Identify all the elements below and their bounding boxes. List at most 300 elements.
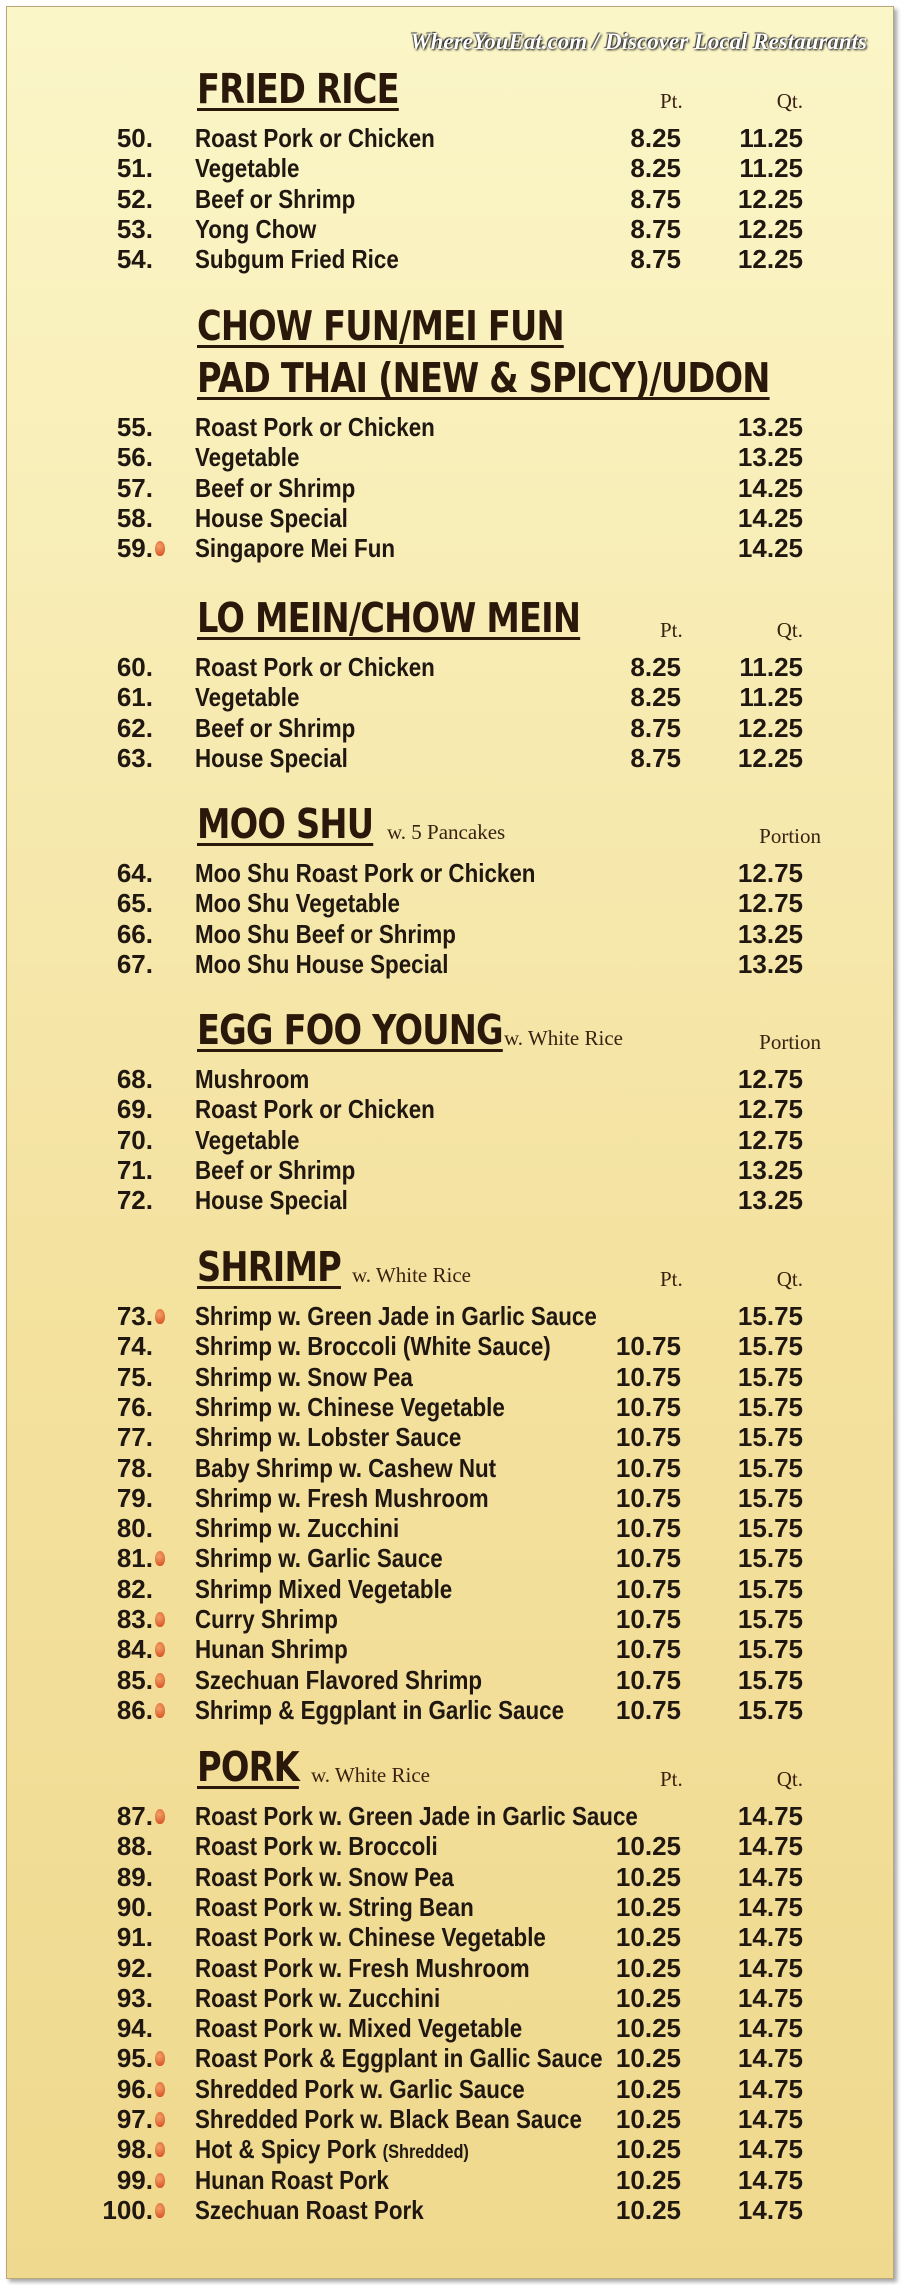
item-name-text: Hot & Spicy Pork bbox=[195, 2134, 377, 2165]
section-heading: FRIED RICE bbox=[197, 65, 399, 113]
item-name bbox=[195, 919, 456, 949]
item-name-text: Shrimp w. Snow Pea bbox=[195, 1361, 413, 1392]
menu-item-row bbox=[7, 949, 893, 979]
quart-price: 15.75 bbox=[737, 1694, 803, 1725]
item-number: 94. bbox=[116, 2013, 153, 2044]
item-number: 57. bbox=[116, 472, 153, 503]
menu-item-row bbox=[7, 412, 893, 442]
menu-item-row bbox=[7, 2104, 893, 2134]
menu-item-row bbox=[7, 1392, 893, 1422]
item-name-text: Singapore Mei Fun bbox=[195, 533, 396, 564]
menu-item-row bbox=[7, 153, 893, 183]
menu-item-row bbox=[7, 682, 893, 712]
pint-price: 10.25 bbox=[615, 2194, 681, 2225]
item-name bbox=[195, 412, 435, 442]
item-name-text: Beef or Shrimp bbox=[195, 1154, 356, 1185]
pint-price: 10.75 bbox=[615, 1573, 681, 1604]
pint-price: 8.75 bbox=[630, 742, 681, 773]
section-subheading: w. White Rice bbox=[504, 1026, 623, 1050]
item-name bbox=[195, 1922, 546, 1952]
item-name bbox=[195, 1543, 443, 1573]
hot-pepper-icon bbox=[155, 1703, 165, 1718]
menu-item-row bbox=[7, 123, 893, 153]
section-heading: EGG FOO YOUNG bbox=[197, 1006, 503, 1054]
quart-price: 11.25 bbox=[739, 682, 803, 713]
item-number: 99. bbox=[116, 2164, 153, 2195]
item-number: 95. bbox=[116, 2043, 153, 2074]
menu-item-row bbox=[7, 1543, 893, 1573]
quart-price: 13.25 bbox=[737, 442, 803, 473]
item-number: 50. bbox=[116, 123, 153, 153]
item-name bbox=[195, 184, 355, 214]
item-name bbox=[195, 1155, 355, 1185]
item-name-text: Roast Pork w. String Bean bbox=[195, 1891, 474, 1922]
hot-pepper-icon bbox=[155, 2112, 165, 2127]
quart-column-header: Qt. bbox=[776, 1767, 803, 1791]
item-number: 80. bbox=[116, 1513, 153, 1544]
item-name-text: Shrimp & Eggplant in Garlic Sauce bbox=[195, 1694, 565, 1725]
quart-price: 15.75 bbox=[737, 1664, 803, 1695]
item-number: 90. bbox=[116, 1891, 153, 1922]
item-number: 87. bbox=[116, 1801, 153, 1831]
item-name-text: Roast Pork or Chicken bbox=[195, 412, 435, 442]
item-name-text: Hunan Roast Pork bbox=[195, 2164, 389, 2195]
section-heading: PORK bbox=[197, 1743, 299, 1791]
item-name-text: Baby Shrimp w. Cashew Nut bbox=[195, 1452, 497, 1483]
item-name-text: Szechuan Roast Pork bbox=[195, 2194, 424, 2225]
menu-item-row bbox=[7, 1362, 893, 1392]
pint-price: 10.75 bbox=[615, 1482, 681, 1513]
menu-item-row bbox=[7, 1922, 893, 1952]
pint-price: 8.75 bbox=[630, 244, 681, 275]
item-name-text: Vegetable bbox=[195, 682, 300, 713]
item-name bbox=[195, 1801, 638, 1831]
item-name-text: Moo Shu Vegetable bbox=[195, 888, 401, 919]
item-name bbox=[195, 123, 435, 153]
item-name-text: Roast Pork or Chicken bbox=[195, 652, 435, 682]
pint-price: 10.25 bbox=[615, 1922, 681, 1953]
item-name-text: Roast Pork w. Broccoli bbox=[195, 1831, 438, 1862]
item-name-text: Shrimp w. Chinese Vegetable bbox=[195, 1391, 505, 1422]
item-number: 79. bbox=[116, 1482, 153, 1513]
quart-price: 14.75 bbox=[737, 2164, 803, 2195]
item-name-text: Shrimp w. Garlic Sauce bbox=[195, 1543, 443, 1574]
pint-price: 8.25 bbox=[630, 652, 681, 682]
hot-pepper-icon bbox=[155, 2142, 165, 2157]
item-name bbox=[195, 1331, 551, 1361]
menu-item-row bbox=[7, 1483, 893, 1513]
menu-item-row bbox=[7, 442, 893, 472]
quart-price: 14.75 bbox=[737, 2073, 803, 2104]
item-number: 52. bbox=[116, 183, 153, 214]
pint-price: 10.75 bbox=[615, 1331, 681, 1362]
item-name bbox=[195, 244, 399, 274]
menu-item-row bbox=[7, 2195, 893, 2225]
pint-price: 10.75 bbox=[615, 1694, 681, 1725]
menu-item-row bbox=[7, 1665, 893, 1695]
quart-price: 14.75 bbox=[737, 2043, 803, 2074]
quart-price: 13.25 bbox=[737, 1154, 803, 1185]
item-name-text: House Special bbox=[195, 1185, 348, 1216]
item-name bbox=[195, 1094, 435, 1124]
menu-item-row bbox=[7, 919, 893, 949]
item-name-text: Roast Pork w. Chinese Vegetable bbox=[195, 1922, 546, 1953]
item-number: 64. bbox=[116, 858, 153, 888]
item-name bbox=[195, 858, 535, 888]
menu-section bbox=[7, 65, 893, 285]
menu-section bbox=[7, 302, 893, 574]
item-name bbox=[195, 1301, 597, 1331]
item-name bbox=[195, 1064, 309, 1094]
quart-price: 12.25 bbox=[737, 712, 803, 743]
pint-price: 10.25 bbox=[615, 2164, 681, 2195]
menu-item-row bbox=[7, 1331, 893, 1361]
item-number: 56. bbox=[116, 442, 153, 473]
hot-pepper-icon bbox=[155, 1642, 165, 1657]
quart-price: 15.75 bbox=[737, 1391, 803, 1422]
pint-column-header: Pt. bbox=[660, 1767, 683, 1791]
hot-pepper-icon bbox=[155, 541, 165, 556]
item-name-text: Roast Pork w. Zucchini bbox=[195, 1982, 441, 2013]
section-subheading: w. White Rice bbox=[352, 1263, 471, 1287]
menu-item-row bbox=[7, 1801, 893, 1831]
quart-price: 14.25 bbox=[737, 472, 803, 503]
menu-item-row bbox=[7, 533, 893, 563]
pint-column-header: Pt. bbox=[660, 89, 683, 113]
item-number: 65. bbox=[116, 888, 153, 919]
item-number: 51. bbox=[116, 153, 153, 184]
pint-price: 10.25 bbox=[615, 1982, 681, 2013]
menu-item-row bbox=[7, 214, 893, 244]
quart-price: 15.75 bbox=[737, 1573, 803, 1604]
menu-item-row bbox=[7, 1831, 893, 1861]
quart-price: 15.75 bbox=[737, 1452, 803, 1483]
quart-column-header: Qt. bbox=[776, 618, 803, 642]
item-name-text: Roast Pork & Eggplant in Gallic Sauce bbox=[195, 2043, 603, 2074]
item-name bbox=[195, 713, 355, 743]
item-name bbox=[195, 2074, 525, 2104]
item-name bbox=[195, 1483, 489, 1513]
item-name bbox=[195, 1695, 564, 1725]
menu-item-row bbox=[7, 1983, 893, 2013]
quart-price: 13.25 bbox=[737, 948, 803, 979]
pint-price: 10.75 bbox=[615, 1513, 681, 1544]
item-name-text: Shrimp Mixed Vegetable bbox=[195, 1573, 453, 1604]
quart-column-header: Qt. bbox=[776, 1267, 803, 1291]
item-name-text: Shrimp w. Zucchini bbox=[195, 1513, 400, 1544]
item-name-text: Shrimp w. Green Jade in Garlic Sauce bbox=[195, 1301, 597, 1331]
quart-price: 12.25 bbox=[737, 213, 803, 244]
item-name-text: Beef or Shrimp bbox=[195, 712, 356, 743]
item-name-text: Subgum Fried Rice bbox=[195, 244, 399, 275]
item-number: 81. bbox=[116, 1543, 153, 1574]
quart-price: 14.75 bbox=[737, 1891, 803, 1922]
item-name-text: Roast Pork w. Green Jade in Garlic Sauce bbox=[195, 1801, 638, 1831]
menu-item-row bbox=[7, 1185, 893, 1215]
item-name-text: Vegetable bbox=[195, 153, 300, 184]
quart-price: 15.75 bbox=[737, 1301, 803, 1331]
item-number: 61. bbox=[116, 682, 153, 713]
item-name-text: Hunan Shrimp bbox=[195, 1634, 348, 1665]
item-number: 71. bbox=[116, 1154, 153, 1185]
site-watermark: WhereYouEat.com / Discover Local Restaurants bbox=[410, 29, 867, 54]
menu-page bbox=[6, 6, 894, 2279]
quart-price: 14.75 bbox=[737, 1861, 803, 1892]
menu-item-row bbox=[7, 1064, 893, 1094]
item-name-text: Roast Pork w. Mixed Vegetable bbox=[195, 2013, 523, 2044]
item-name-text: House Special bbox=[195, 502, 348, 533]
item-number: 59. bbox=[116, 533, 153, 564]
hot-pepper-icon bbox=[155, 1551, 165, 1566]
item-number: 75. bbox=[116, 1361, 153, 1392]
item-name bbox=[195, 473, 355, 503]
section-heading: SHRIMP bbox=[197, 1243, 341, 1291]
item-name bbox=[195, 1422, 461, 1452]
menu-item-row bbox=[7, 1574, 893, 1604]
quart-price: 14.75 bbox=[737, 1982, 803, 2013]
item-note: (Shredded) bbox=[382, 2142, 469, 2164]
section-heading: PAD THAI (NEW & SPICY)/UDON bbox=[197, 354, 770, 402]
pint-price: 10.25 bbox=[615, 1952, 681, 1983]
section-subheading: w. 5 Pancakes bbox=[387, 820, 506, 844]
quart-price: 14.25 bbox=[737, 533, 803, 564]
item-name bbox=[195, 1892, 474, 1922]
item-name bbox=[195, 214, 316, 244]
menu-item-row bbox=[7, 858, 893, 888]
quart-price: 13.25 bbox=[737, 918, 803, 949]
item-name bbox=[195, 533, 395, 563]
item-number: 89. bbox=[116, 1861, 153, 1892]
pint-price: 10.25 bbox=[615, 1831, 681, 1862]
item-name bbox=[195, 2043, 603, 2073]
quart-price: 15.75 bbox=[737, 1361, 803, 1392]
item-name-text: Shrimp w. Fresh Mushroom bbox=[195, 1482, 489, 1513]
item-name bbox=[195, 1125, 299, 1155]
item-number: 58. bbox=[116, 502, 153, 533]
quart-price: 12.75 bbox=[737, 858, 803, 888]
menu-item-row bbox=[7, 1513, 893, 1543]
pint-price: 10.75 bbox=[615, 1604, 681, 1634]
item-name-text: Vegetable bbox=[195, 1124, 300, 1155]
quart-price: 11.25 bbox=[739, 153, 803, 184]
item-name bbox=[195, 1453, 496, 1483]
pint-price: 8.75 bbox=[630, 712, 681, 743]
item-number: 67. bbox=[116, 948, 153, 979]
pint-price: 8.75 bbox=[630, 183, 681, 214]
item-name bbox=[195, 503, 348, 533]
menu-item-row bbox=[7, 2165, 893, 2195]
item-name bbox=[195, 2165, 389, 2195]
pint-price: 10.75 bbox=[615, 1634, 681, 1665]
quart-price: 15.75 bbox=[737, 1513, 803, 1544]
item-name-text: Moo Shu Roast Pork or Chicken bbox=[195, 858, 536, 888]
item-number: 93. bbox=[116, 1982, 153, 2013]
menu-item-row bbox=[7, 1155, 893, 1185]
quart-price: 14.75 bbox=[737, 1801, 803, 1831]
item-name bbox=[195, 1574, 452, 1604]
quart-price: 14.75 bbox=[737, 1952, 803, 1983]
item-name-text: Shrimp w. Lobster Sauce bbox=[195, 1422, 462, 1453]
item-name bbox=[195, 1831, 438, 1861]
item-name-text: Shredded Pork w. Black Bean Sauce bbox=[195, 2104, 582, 2134]
menu-item-row bbox=[7, 1634, 893, 1664]
item-name-text: Shrimp w. Broccoli (White Sauce) bbox=[195, 1331, 551, 1362]
pint-price: 10.75 bbox=[615, 1452, 681, 1483]
item-name-text: Moo Shu House Special bbox=[195, 948, 449, 979]
item-number: 72. bbox=[116, 1185, 153, 1216]
item-number: 85. bbox=[116, 1664, 153, 1695]
item-number: 74. bbox=[116, 1331, 153, 1362]
quart-price: 12.75 bbox=[737, 1094, 803, 1125]
hot-pepper-icon bbox=[155, 1612, 165, 1627]
menu-item-row bbox=[7, 2134, 893, 2164]
menu-section bbox=[7, 1006, 893, 1226]
quart-price: 14.75 bbox=[737, 1922, 803, 1953]
quart-price: 12.75 bbox=[737, 1064, 803, 1094]
item-name-text: Szechuan Flavored Shrimp bbox=[195, 1664, 483, 1695]
item-name-text: Roast Pork w. Snow Pea bbox=[195, 1861, 454, 1892]
item-name bbox=[195, 743, 348, 773]
item-name bbox=[195, 2195, 424, 2225]
item-number: 69. bbox=[116, 1094, 153, 1125]
menu-section bbox=[7, 800, 893, 989]
pint-price: 10.25 bbox=[615, 2073, 681, 2104]
item-name bbox=[195, 682, 299, 712]
pint-price: 10.75 bbox=[615, 1543, 681, 1574]
item-number: 60. bbox=[116, 652, 153, 682]
item-name bbox=[195, 1983, 440, 2013]
item-number: 73. bbox=[116, 1301, 153, 1331]
hot-pepper-icon bbox=[155, 1809, 165, 1824]
quart-price: 15.75 bbox=[737, 1482, 803, 1513]
menu-item-row bbox=[7, 1094, 893, 1124]
menu-item-row bbox=[7, 1301, 893, 1331]
item-number: 97. bbox=[116, 2104, 153, 2134]
item-name-text: Shredded Pork w. Garlic Sauce bbox=[195, 2073, 525, 2104]
hot-pepper-icon bbox=[155, 2203, 165, 2218]
menu-item-row bbox=[7, 652, 893, 682]
menu-item-row bbox=[7, 2043, 893, 2073]
menu-item-row bbox=[7, 713, 893, 743]
quart-price: 15.75 bbox=[737, 1604, 803, 1634]
menu-item-row bbox=[7, 1892, 893, 1922]
item-name bbox=[195, 652, 435, 682]
quart-price: 12.75 bbox=[737, 1124, 803, 1155]
menu-item-row bbox=[7, 1125, 893, 1155]
item-number: 88. bbox=[116, 1831, 153, 1862]
item-number: 82. bbox=[116, 1573, 153, 1604]
item-name-text: Roast Pork w. Fresh Mushroom bbox=[195, 1952, 530, 1983]
item-name-text: Beef or Shrimp bbox=[195, 183, 356, 214]
item-number: 62. bbox=[116, 712, 153, 743]
menu-item-row bbox=[7, 244, 893, 274]
menu-item-row bbox=[7, 888, 893, 918]
item-number: 86. bbox=[116, 1694, 153, 1725]
item-number: 68. bbox=[116, 1064, 153, 1094]
item-name-text: Roast Pork or Chicken bbox=[195, 123, 435, 153]
item-name-text: Mushroom bbox=[195, 1064, 310, 1094]
quart-price: 15.75 bbox=[737, 1422, 803, 1453]
quart-price: 14.75 bbox=[737, 2104, 803, 2134]
pint-price: 10.25 bbox=[615, 2013, 681, 2044]
item-number: 78. bbox=[116, 1452, 153, 1483]
item-number: 77. bbox=[116, 1422, 153, 1453]
item-name bbox=[195, 1862, 454, 1892]
pint-price: 10.25 bbox=[615, 2043, 681, 2074]
portion-column-header: Portion bbox=[759, 1030, 821, 1054]
item-name bbox=[195, 1953, 530, 1983]
item-number: 70. bbox=[116, 1124, 153, 1155]
menu-section bbox=[7, 594, 893, 783]
item-name bbox=[195, 1362, 413, 1392]
pint-price: 10.75 bbox=[615, 1391, 681, 1422]
menu-item-row bbox=[7, 1695, 893, 1725]
item-name bbox=[195, 1665, 482, 1695]
pint-price: 8.75 bbox=[630, 213, 681, 244]
item-name bbox=[195, 442, 299, 472]
pint-price: 10.25 bbox=[615, 2134, 681, 2165]
menu-item-row bbox=[7, 1604, 893, 1634]
quart-price: 11.25 bbox=[739, 123, 803, 153]
pint-column-header: Pt. bbox=[660, 1267, 683, 1291]
quart-price: 15.75 bbox=[737, 1543, 803, 1574]
item-name bbox=[195, 1634, 348, 1664]
item-number: 98. bbox=[116, 2134, 153, 2165]
item-number: 66. bbox=[116, 918, 153, 949]
item-number: 92. bbox=[116, 1952, 153, 1983]
quart-price: 14.75 bbox=[737, 1831, 803, 1862]
hot-pepper-icon bbox=[155, 1309, 165, 1324]
quart-price: 14.25 bbox=[737, 502, 803, 533]
pint-price: 10.75 bbox=[615, 1361, 681, 1392]
quart-price: 15.75 bbox=[737, 1331, 803, 1362]
quart-price: 12.75 bbox=[737, 888, 803, 919]
item-number: 84. bbox=[116, 1634, 153, 1665]
quart-price: 13.25 bbox=[737, 1185, 803, 1216]
pint-price: 10.25 bbox=[615, 2104, 681, 2134]
pint-price: 8.25 bbox=[630, 682, 681, 713]
item-name-text: Curry Shrimp bbox=[195, 1604, 338, 1634]
hot-pepper-icon bbox=[155, 2051, 165, 2066]
menu-item-row bbox=[7, 2013, 893, 2043]
item-name-text: Vegetable bbox=[195, 442, 300, 473]
item-number: 76. bbox=[116, 1391, 153, 1422]
menu-item-row bbox=[7, 1453, 893, 1483]
item-number: 55. bbox=[116, 412, 153, 442]
item-number: 96. bbox=[116, 2073, 153, 2104]
item-name-text: House Special bbox=[195, 742, 348, 773]
pint-price: 10.25 bbox=[615, 1891, 681, 1922]
quart-price: 14.75 bbox=[737, 2194, 803, 2225]
item-number: 83. bbox=[116, 1604, 153, 1634]
item-number: 100. bbox=[102, 2194, 153, 2225]
quart-price: 14.75 bbox=[737, 2013, 803, 2044]
pint-price: 8.25 bbox=[630, 153, 681, 184]
item-name-text: Roast Pork or Chicken bbox=[195, 1094, 435, 1125]
quart-price: 11.25 bbox=[739, 652, 803, 682]
quart-price: 14.75 bbox=[737, 2134, 803, 2165]
menu-item-row bbox=[7, 1953, 893, 1983]
menu-item-row bbox=[7, 184, 893, 214]
item-name bbox=[195, 2104, 582, 2134]
hot-pepper-icon bbox=[155, 1673, 165, 1688]
menu-item-row bbox=[7, 2074, 893, 2104]
pint-price: 8.25 bbox=[630, 123, 681, 153]
item-name bbox=[195, 1604, 338, 1634]
item-name bbox=[195, 1392, 505, 1422]
menu-item-row bbox=[7, 1862, 893, 1892]
item-name bbox=[195, 949, 448, 979]
